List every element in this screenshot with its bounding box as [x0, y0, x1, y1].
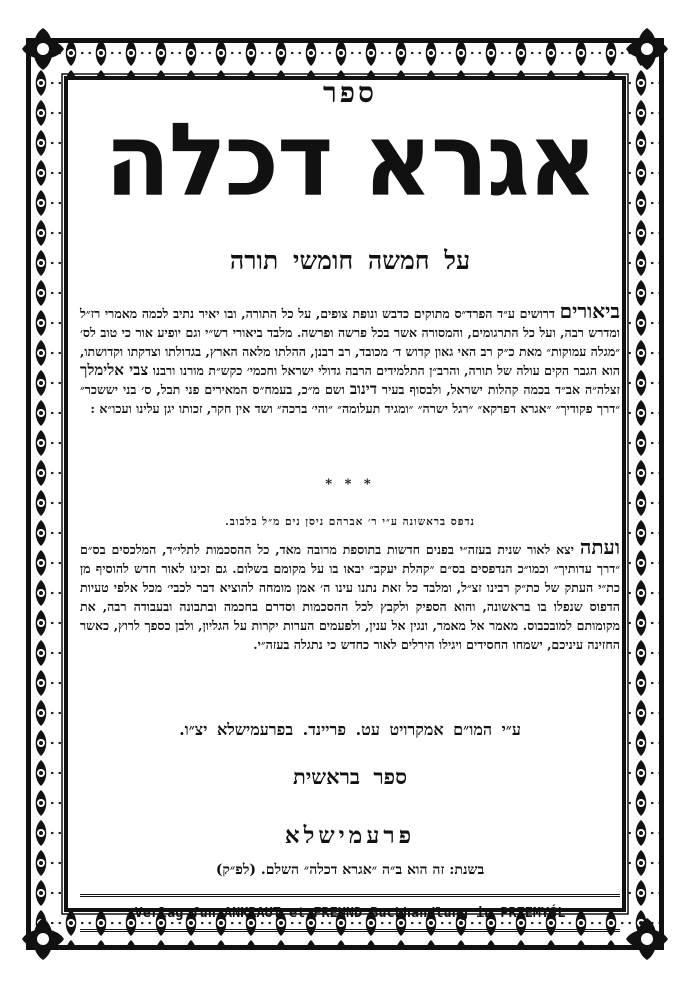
corner-ornament-icon — [20, 26, 66, 72]
author-name: צבי אלימלך — [80, 361, 149, 379]
section-separator: * * * — [325, 477, 375, 492]
intro-text-a: דרושים ע״ד הפרד״ס מתוקים כדבש ונופת צופים, על כל התורה, ובו יאיר נתיב לכמה מאמרי רז״ל ומדרש רבה, ועל כל התרגומים, והמסורה אשר בכל פרשה ופרשה. מלבד ביאורי רש״י וגם יופיע אור כי טוב לס׳ ״מגלה עמוקות״ מאת כ״ק רב האי גאון קדוש ד׳ מכובד, רב רבנן, ההלתו מלאה הארץ, בגדולתו וצדקתו וקדושתו, הוא הגבר הקים עולה של תורה, והרב״ן התלמידים הרבה גדולי ישראל וחכמי׳ כקש״ת מורנו ורבנו — [80, 306, 620, 378]
intro-text-c: ושם מ״כ, בעמח״ס המאירים פני תבל, ס׳ בני יששכר״ ״דרך פקודיך״ ״אגרא דפרקא״ ״רגל ישרה״ ״ומגיד תעלומה״ ״והי׳ ברכה״ ושד אין חקר, זכותו יגן עלינו ועכו״א : — [80, 382, 620, 416]
notice-lead-word: ועתה — [579, 535, 620, 559]
first-print-note: נדפס בראשונה ע״י ר׳ אברהם ניסן נים מ״ל בלבוב. — [225, 516, 475, 528]
intro-lead-word: ביאורים — [559, 299, 620, 323]
print-year: בשנת: זה הוא ב״ה ״אגרא דכלה״ השלם. (לפ״ק) — [215, 862, 485, 878]
corner-ornament-icon — [20, 916, 66, 962]
divider-rule — [80, 894, 620, 897]
notice-text: יצא לאור שנית בעזה״י בפנים חדשות בתוספת מרובה מאד, כל ההסכמות לתלי״ד, המלכסים בס״ם ״דרך עדותיך״ וכמו״כ הנדפסים בס״ם ״קהלת יעקב״ יבאו בו על מקומם בשלום. גם זכינו לאור חדש להוסיף מן כת״י העתק של כת״ק רבינו זצ״ל, ומלבד כל זאת נתנו עינו ה׳ אמן מומחה להוציא דבר לכבי׳ מכל אלפי טעיות הדפוס שנפלו בו בראשונה, והוא הספיק ולקבץ לכל ההסכמות וסדרם בחכמה ובתבונה ובעבודה רבה, את מקומותם למובכבוס. מאמר אל מאמר, ונגין אל ענין, ולפעמים הערות יקרות על הגליון, ולבן כספך לרוץ, כאשר החזינה עיניכם, ישמחו החסידים ויגילו הירלים לאור כחדש כי נתגלה בעזה״י. — [80, 542, 620, 652]
sefer-label: ספר — [323, 76, 377, 109]
town-name: דינוב — [349, 380, 377, 398]
intro-paragraph — [80, 299, 620, 418]
notice-paragraph — [80, 535, 620, 654]
corner-ornament-icon — [624, 26, 670, 72]
title-page-content — [72, 76, 628, 921]
divider-rule — [80, 929, 620, 932]
publisher-imprint: Verlag fun ANKRAUT et FREUND Buchhandlung in PRZEMYŚL — [134, 905, 566, 921]
corner-ornament-icon — [624, 916, 670, 962]
book-subtitle: על חמשה חומשי תורה — [229, 246, 471, 275]
intro-text-b: זצלה״ה אב״ד בכמה קהלות ישראל, ולבסוף בעיר — [376, 382, 620, 397]
print-city: פרעמישלא — [284, 822, 416, 849]
book-title: אגרא דכלה — [104, 101, 596, 219]
volume-name: ספר בראשית — [292, 764, 408, 789]
editors-line: ע״י המו״ם אמקרויט עט. פריינד. בפרעמישלא יצ״ו. — [179, 720, 521, 739]
